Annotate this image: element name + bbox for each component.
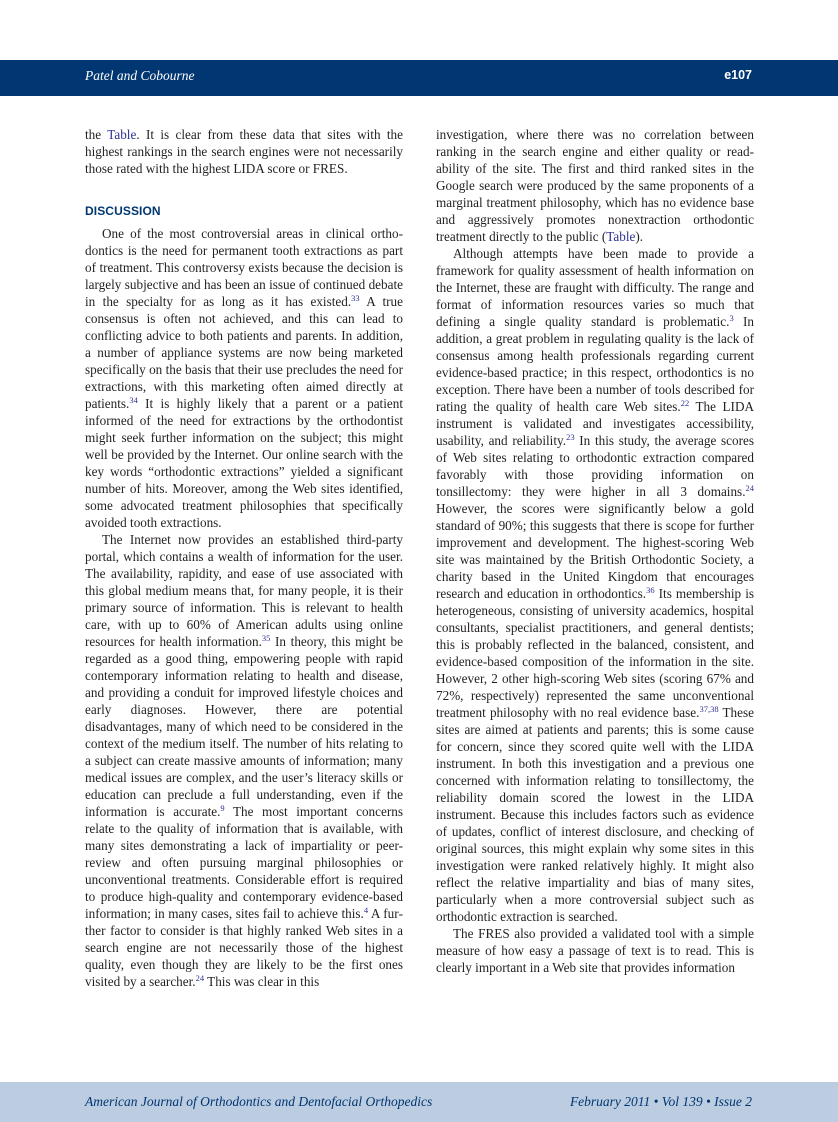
journal-title: American Journal of Orthodontics and Dentofacial Orthopedics <box>85 1094 433 1109</box>
text: This was clear in this <box>204 974 320 989</box>
text: investigation, where there was no correlation between ranking in the search engine and either quality or readability of the site. The first and third ranked sites in the Google search were produced by the same proponents of a marginal treatment philosophy, which has no evidence base and aggressively promotes nonextraction orthodontic treatment directly to the public ( <box>436 127 754 244</box>
text: In this study, the average scores of Web sites relating to orthodontic extraction compared favorably with those providing information on tonsillectomy: they were higher in all 3 domains. <box>436 433 754 499</box>
paragraph <box>85 225 403 531</box>
section-heading-discussion: DISCUSSION <box>85 204 161 218</box>
reference-link[interactable]: 33 <box>351 293 360 303</box>
text: the <box>85 127 108 142</box>
text: ). <box>635 229 644 244</box>
reference-link[interactable]: 23 <box>566 432 575 442</box>
running-footer <box>0 1082 838 1122</box>
text: . It is clear from these data that sites with the highest rankings in the search engines were not necessarily those rated with the highest LIDA score or FRES. <box>85 127 403 176</box>
reference-link[interactable]: 9 <box>220 803 225 813</box>
text: It is highly likely that a parent or a patient informed of the need for extractions by the orthodontist might seek further information on the subject; this might well be provided by the Internet. Our online search with the key words “orthodontic extractions” yielded a significant number of hits. Moreover, among the Web sites identified, some advocated treatment philosophies that specifically avoided tooth extractions. <box>85 396 403 530</box>
paragraph <box>436 925 754 976</box>
text: The most important concerns relate to the quality of information that is available, with many sites demonstrating a lack of impartiality or peer-review and often pursuing marginal philosophies or unconventional treatments. Considerable effort is required to produce high-quality and contemporary evidence-based information; in many cases, sites fail to achieve this. <box>85 804 403 921</box>
paragraph <box>85 531 403 990</box>
text: One of the most controversial areas in clinical orthodontics is the need for permanent tooth extractions as part of treatment. This controversy exists because the decision is largely subjective and has been an issue of continued debate in the specialty for as long as it has existed. <box>85 226 403 309</box>
running-header-authors: Patel and Cobourne <box>85 68 195 83</box>
page-number: e107 <box>724 68 752 82</box>
text: In theory, this might be regarded as a good thing, empowering people with rapid contemporary information relating to health and disease, and providing a conduit for improved lifestyle choices and early diagnoses. However, there are potential disadvantages, many of which need to be considered in the context of the medium itself. The number of hits relating to a subject can create massive amounts of information; many medical issues are complex, and the user’s literacy skills or education can preclude a full understanding, even if the information is accurate. <box>85 634 404 819</box>
reference-link[interactable]: 24 <box>195 973 205 983</box>
table-link[interactable]: Table <box>606 229 636 244</box>
paragraph <box>436 126 754 245</box>
reference-link[interactable]: 22 <box>680 398 690 408</box>
text: Its membership is heterogeneous, consisting of university academics, hospital consultants, specialist practitioners, and general dentists; this is probably reflected in the balanced, consistent, and evidence-based composition of the information in the site. However, 2 other high-scoring Web sites (scoring 67% and 72%, respectively) represented the same unconventional treatment philosophy with no real evidence base. <box>436 586 754 720</box>
reference-link[interactable]: 24 <box>745 483 754 493</box>
text: The LIDA instrument is validated and investigates accessibility, usability, and reliability. <box>436 399 754 448</box>
text: However, the scores were significantly below a gold standard of 90%; this suggests that there is scope for further improvement and development. The highest-scoring Web site was maintained by the British Orthodontic Society, a charity based in the United Kingdom that encourages research and education in orthodontics. <box>436 501 754 601</box>
right-column <box>436 126 754 976</box>
reference-link[interactable]: 35 <box>261 633 271 643</box>
paragraph <box>85 126 403 177</box>
text: Although attempts have been made to provide a framework for quality assessment of health information on the Internet, these are fraught with difficulty. The range and format of information resources varies so much that defining a single quality standard is problematic. <box>436 246 754 329</box>
reference-link[interactable]: 37,38 <box>699 704 719 714</box>
table-link[interactable]: Table <box>107 127 137 142</box>
reference-link[interactable]: 34 <box>129 395 138 405</box>
reference-link[interactable]: 4 <box>363 905 369 915</box>
text: The Internet now provides an established third-party portal, which contains a wealth of information for the user. The availability, rapidity, and ease of use associated with this global medium means that, for many people, it is their primary source of information. This is relevant to health care, with up to 60% of American adults using online resources for health information. <box>85 532 403 649</box>
text: The FRES also provided a validated tool with a simple measure of how easy a passage of text is to read. This is clearly important in a Web site that provides information <box>436 926 754 975</box>
text: These sites are aimed at patients and parents; this is some cause for concern, since they scored quite well with the LIDA instrument. In both this investigation and a previous one concerned with information relating to tonsillectomy, the reliability domain scored the lowest in the LIDA instrument. Because this includes factors such as evidence of updates, conflict of interest disclosure, and checking of original sources, this might explain why some sites in this investigation were ranked relatively highly. It might also reflect the relative impartiality and bias of many sites, particularly when a more controversial subject such as orthodontic extraction is searched. <box>436 705 754 924</box>
paragraph <box>436 245 754 925</box>
reference-link[interactable]: 3 <box>729 313 734 323</box>
text: A further factor to consider is that highly ranked Web sites in a search engine are not necessarily those of the highest quality, even though they are likely to be the first ones visited by a searcher. <box>85 906 403 989</box>
running-header <box>0 60 838 96</box>
reference-link[interactable]: 36 <box>646 585 655 595</box>
text: In addition, a great problem in regulating quality is the lack of consensus among health professionals regarding current evidence-based practice; in this respect, orthodontics is no exception. There have been a number of tools described for rating the quality of health care Web sites. <box>436 314 754 414</box>
issue-info: February 2011 • Vol 139 • Issue 2 <box>569 1094 752 1109</box>
text: A true consensus is often not achieved, and this can lead to conflicting advice to both patients and parents. In addition, a number of appliance systems are now being marketed specifically on the basis that their use precludes the need for extractions, with this marketing often aimed directly at patients. <box>85 294 403 411</box>
left-column <box>85 126 403 990</box>
